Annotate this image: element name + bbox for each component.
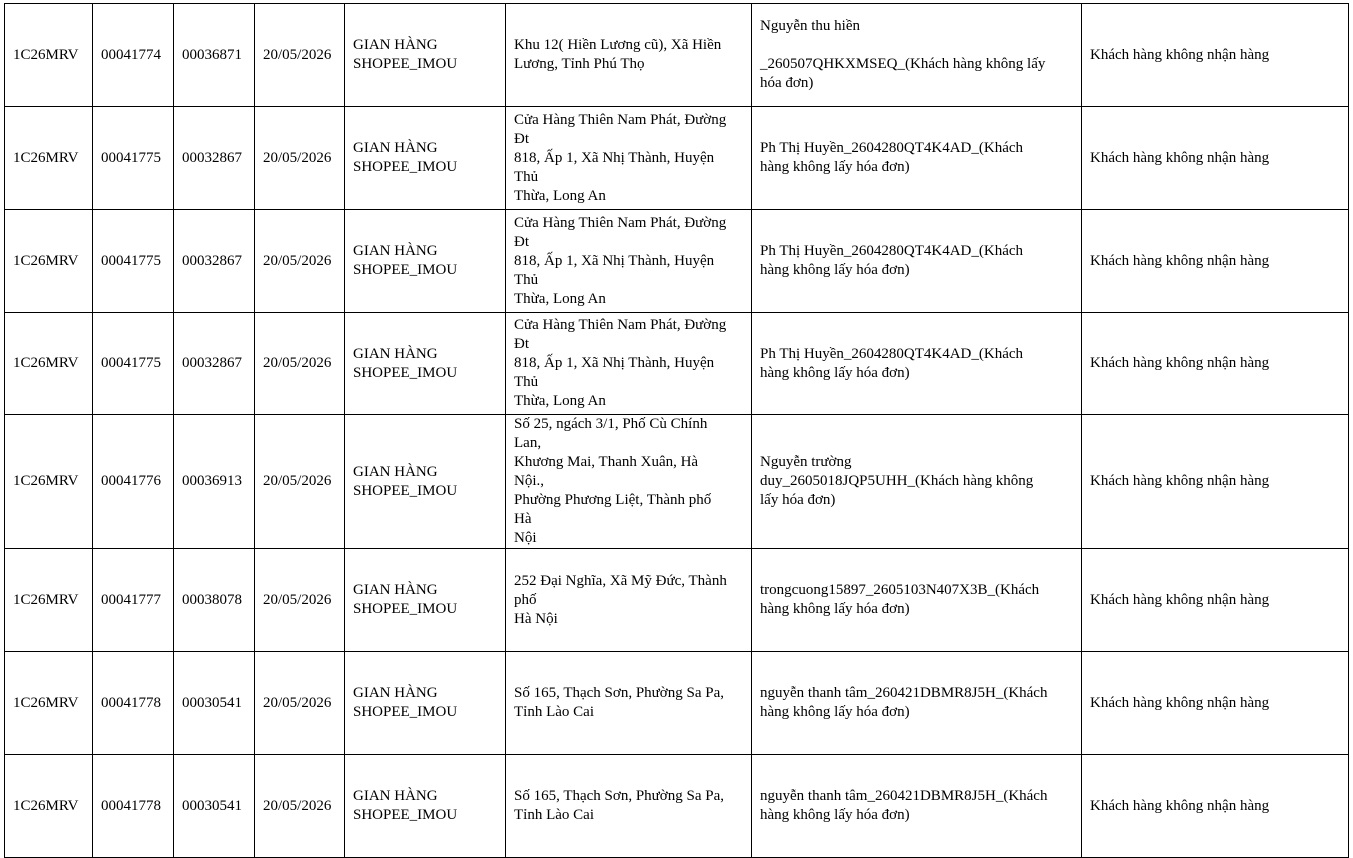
cell-date: 20/05/2026 xyxy=(255,107,345,210)
cell-address: Cửa Hàng Thiên Nam Phát, Đường Đt 818, Ấp 1, Xã Nhị Thành, Huyện Thủ Thừa, Long An xyxy=(506,313,752,415)
cell-store: GIAN HÀNG SHOPEE_IMOU xyxy=(345,107,506,210)
cell-address: Cửa Hàng Thiên Nam Phát, Đường Đt 818, Ấp 1, Xã Nhị Thành, Huyện Thủ Thừa, Long An xyxy=(506,107,752,210)
cell-address: Khu 12( Hiền Lương cũ), Xã Hiền Lương, Tỉnh Phú Thọ xyxy=(506,4,752,107)
cell-store: GIAN HÀNG SHOPEE_IMOU xyxy=(345,4,506,107)
cell-address: 252 Đại Nghĩa, Xã Mỹ Đức, Thành phố Hà Nội xyxy=(506,549,752,652)
cell-number: 00041774 xyxy=(93,4,174,107)
cell-code: 00036913 xyxy=(174,415,255,549)
cell-status: Khách hàng không nhận hàng xyxy=(1082,755,1349,858)
cell-store: GIAN HÀNG SHOPEE_IMOU xyxy=(345,313,506,415)
cell-date: 20/05/2026 xyxy=(255,549,345,652)
cell-series: 1C26MRV xyxy=(5,313,93,415)
table-row xyxy=(5,313,1349,415)
cell-address: Số 165, Thạch Sơn, Phường Sa Pa, Tỉnh Lào Cai xyxy=(506,652,752,755)
cell-number: 00041778 xyxy=(93,755,174,858)
cell-number: 00041775 xyxy=(93,313,174,415)
cell-number: 00041777 xyxy=(93,549,174,652)
cell-status: Khách hàng không nhận hàng xyxy=(1082,415,1349,549)
table-row xyxy=(5,4,1349,107)
cell-series: 1C26MRV xyxy=(5,415,93,549)
cell-code: 00032867 xyxy=(174,107,255,210)
table-body xyxy=(5,4,1349,858)
cell-number: 00041775 xyxy=(93,210,174,313)
cell-address: Cửa Hàng Thiên Nam Phát, Đường Đt 818, Ấp 1, Xã Nhị Thành, Huyện Thủ Thừa, Long An xyxy=(506,210,752,313)
cell-store: GIAN HÀNG SHOPEE_IMOU xyxy=(345,210,506,313)
cell-code: 00030541 xyxy=(174,652,255,755)
cell-number: 00041778 xyxy=(93,652,174,755)
cell-series: 1C26MRV xyxy=(5,4,93,107)
cell-status: Khách hàng không nhận hàng xyxy=(1082,210,1349,313)
cell-code: 00032867 xyxy=(174,313,255,415)
cell-code: 00032867 xyxy=(174,210,255,313)
table-row xyxy=(5,415,1349,549)
cell-code: 00030541 xyxy=(174,755,255,858)
cell-store: GIAN HÀNG SHOPEE_IMOU xyxy=(345,415,506,549)
cell-number: 00041775 xyxy=(93,107,174,210)
cell-date: 20/05/2026 xyxy=(255,4,345,107)
cell-number: 00041776 xyxy=(93,415,174,549)
cell-series: 1C26MRV xyxy=(5,107,93,210)
cell-store: GIAN HÀNG SHOPEE_IMOU xyxy=(345,652,506,755)
cell-series: 1C26MRV xyxy=(5,210,93,313)
cell-address: Số 165, Thạch Sơn, Phường Sa Pa, Tỉnh Lào Cai xyxy=(506,755,752,858)
cell-customer: nguyễn thanh tâm_260421DBMR8J5H_(Khách hàng không lấy hóa đơn) xyxy=(752,755,1082,858)
cell-date: 20/05/2026 xyxy=(255,313,345,415)
cell-customer: Ph Thị Huyền_2604280QT4K4AD_(Khách hàng không lấy hóa đơn) xyxy=(752,210,1082,313)
cell-status: Khách hàng không nhận hàng xyxy=(1082,549,1349,652)
table-row xyxy=(5,107,1349,210)
table-row xyxy=(5,549,1349,652)
cell-store: GIAN HÀNG SHOPEE_IMOU xyxy=(345,755,506,858)
table-row xyxy=(5,755,1349,858)
cell-customer: Ph Thị Huyền_2604280QT4K4AD_(Khách hàng không lấy hóa đơn) xyxy=(752,107,1082,210)
cell-status: Khách hàng không nhận hàng xyxy=(1082,107,1349,210)
cell-code: 00038078 xyxy=(174,549,255,652)
cell-customer: Ph Thị Huyền_2604280QT4K4AD_(Khách hàng không lấy hóa đơn) xyxy=(752,313,1082,415)
cell-customer: Nguyễn thu hiền _260507QHKXMSEQ_(Khách hàng không lấy hóa đơn) xyxy=(752,4,1082,107)
cell-address: Số 25, ngách 3/1, Phố Cù Chính Lan, Khương Mai, Thanh Xuân, Hà Nội., Phường Phương Liệt, Thành phố Hà Nội xyxy=(506,415,752,549)
cell-series: 1C26MRV xyxy=(5,549,93,652)
invoice-table xyxy=(4,3,1349,858)
cell-customer: trongcuong15897_2605103N407X3B_(Khách hàng không lấy hóa đơn) xyxy=(752,549,1082,652)
cell-date: 20/05/2026 xyxy=(255,415,345,549)
table-row xyxy=(5,652,1349,755)
cell-date: 20/05/2026 xyxy=(255,652,345,755)
cell-code: 00036871 xyxy=(174,4,255,107)
cell-status: Khách hàng không nhận hàng xyxy=(1082,652,1349,755)
cell-series: 1C26MRV xyxy=(5,652,93,755)
table-row xyxy=(5,210,1349,313)
cell-store: GIAN HÀNG SHOPEE_IMOU xyxy=(345,549,506,652)
cell-customer: nguyễn thanh tâm_260421DBMR8J5H_(Khách hàng không lấy hóa đơn) xyxy=(752,652,1082,755)
cell-status: Khách hàng không nhận hàng xyxy=(1082,4,1349,107)
cell-date: 20/05/2026 xyxy=(255,210,345,313)
cell-date: 20/05/2026 xyxy=(255,755,345,858)
cell-customer: Nguyễn trường duy_2605018JQP5UHH_(Khách hàng không lấy hóa đơn) xyxy=(752,415,1082,549)
cell-status: Khách hàng không nhận hàng xyxy=(1082,313,1349,415)
cell-series: 1C26MRV xyxy=(5,755,93,858)
